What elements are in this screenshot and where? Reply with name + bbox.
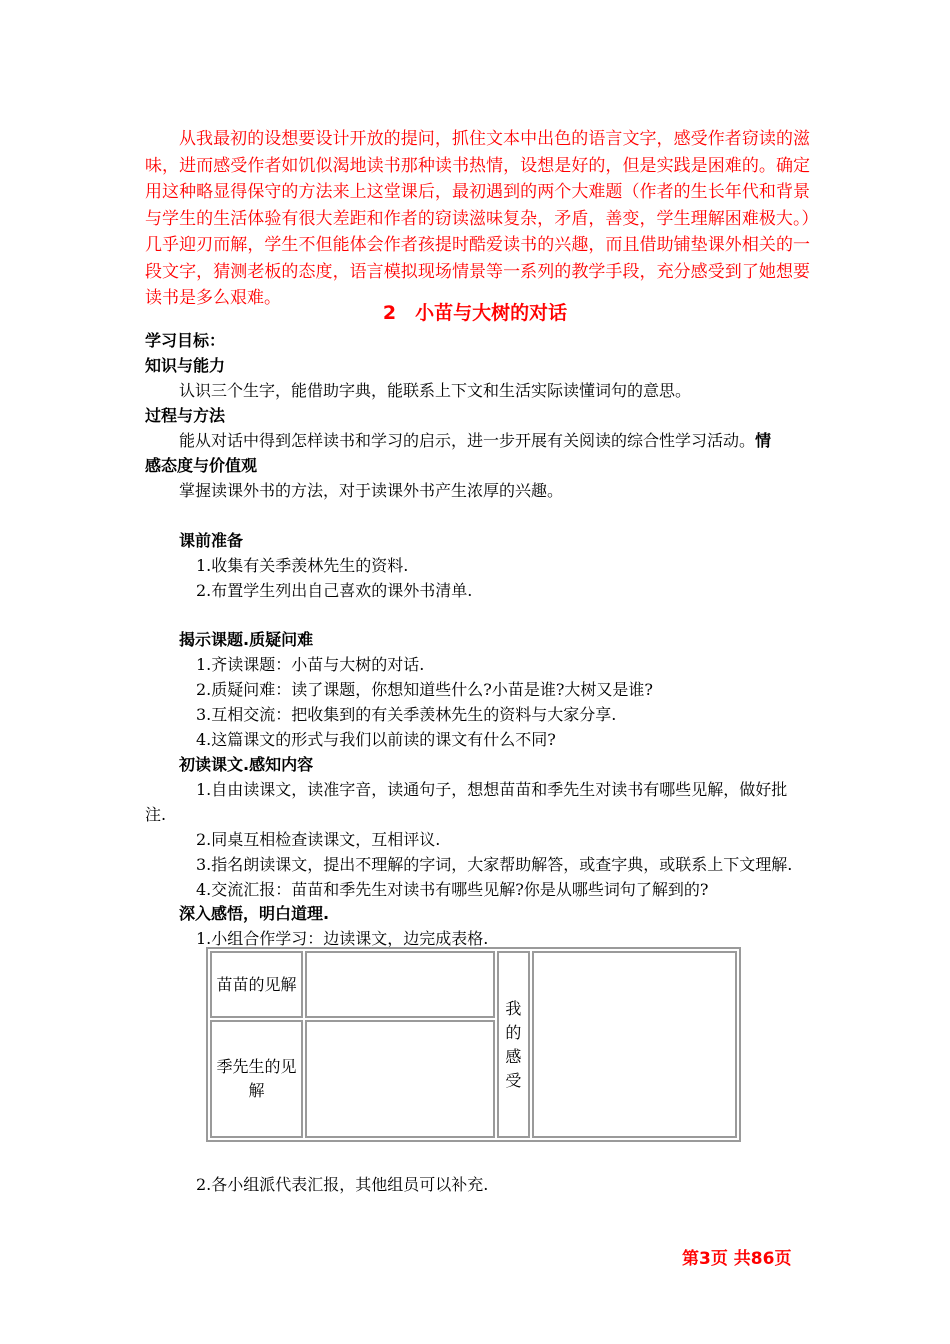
reveal-item-2: 2.质疑问难：读了课题，你想知道些什么?小苗是谁?大树又是谁? [196, 680, 654, 699]
firstread-item-3: 3.指名朗读课文，提出不理解的字词，大家帮助解答，或查字典，或联系上下文理解. [196, 855, 793, 874]
page-middle: 页 共 [710, 1249, 751, 1269]
knowledge-text: 认识三个生字，能借助字典，能联系上下文和生活实际读懂词句的意思。 [179, 381, 692, 400]
feel-char: 我 [505, 998, 522, 1018]
reveal-item-4: 4.这篇课文的形式与我们以前读的课文有什么不同? [196, 730, 556, 749]
opinion-table [206, 947, 741, 1142]
ji-label: 季先生的见 [216, 1057, 297, 1077]
attitude-label-start: 情 [755, 431, 772, 450]
miaomiao-cell: 苗苗的见解 [210, 951, 303, 1018]
attitude-label: 感态度与价值观 [145, 456, 258, 475]
total-pages: 86 [750, 1249, 775, 1269]
deep-item-1: 1.小组合作学习：边读课文，边完成表格. [196, 929, 489, 948]
reveal-item-3: 3.互相交流：把收集到的有关季羡林先生的资料与大家分享. [196, 705, 617, 724]
firstread-item-1-cont: 注. [145, 805, 167, 824]
table-row [210, 951, 737, 1018]
process-label: 过程与方法 [145, 406, 226, 425]
ji-answer-cell[interactable] [305, 1020, 495, 1138]
goals-label: 学习目标： [145, 331, 226, 350]
page-suffix: 页 [774, 1249, 792, 1269]
firstread-heading: 初读课文.感知内容 [179, 755, 314, 774]
process-line [179, 428, 771, 451]
feel-char: 感 [505, 1046, 522, 1066]
feel-char: 的 [505, 1022, 522, 1042]
process-text: 能从对话中得到怎样读书和学习的启示，进一步开展有关阅读的综合性学习活动。 [179, 431, 756, 450]
feel-char: 受 [505, 1070, 522, 1090]
ji-label-cont: 解 [248, 1081, 265, 1101]
attitude-text: 掌握读课外书的方法，对于读课外书产生浓厚的兴趣。 [179, 481, 564, 500]
deep-item-2: 2.各小组派代表汇报，其他组员可以补充. [196, 1175, 489, 1194]
knowledge-label: 知识与能力 [145, 356, 226, 375]
feel-answer-cell[interactable] [532, 951, 737, 1138]
reveal-heading: 揭示课题.质疑问难 [179, 630, 314, 649]
lesson-title: 2 小苗与大树的对话 [382, 302, 568, 324]
prep-heading: 课前准备 [179, 531, 244, 550]
ji-cell [210, 1020, 303, 1138]
firstread-item-2: 2.同桌互相检查读课文，互相评议. [196, 830, 441, 849]
current-page: 3 [699, 1249, 711, 1269]
miaomiao-answer-cell[interactable] [305, 951, 495, 1018]
page-number [682, 1244, 791, 1269]
feel-label-cell [497, 951, 529, 1138]
reveal-item-1: 1.齐读课题：小苗与大树的对话. [196, 655, 425, 674]
deep-heading: 深入感悟，明白道理. [179, 904, 330, 923]
reflection-paragraph: 从我最初的设想要设计开放的提问，抓住文本中出色的语言文字，感受作者窃读的滋味，进而感受作者如饥似渴地读书那种读书热情，设想是好的，但是实践是困难的。确定用这种略显得保守的方法来上这堂课后，最初遇到的两个大难题（作者的生长年代和背景与学生的生活体验有很大差距和作者的窃读滋味复杂，矛盾，善变，学生理解困难极大。）几乎迎刃而解，学生不但能体会作者孩提时酷爱读书的兴趣，而且借助铺垫课外相关的一段文字，猜测老板的态度，语言模拟现场情景等一系列的教学手段，充分感受到了她想要读书是多么艰难。 [145, 129, 810, 308]
firstread-item-4: 4.交流汇报：苗苗和季先生对读书有哪些见解?你是从哪些词句了解到的? [196, 880, 709, 899]
page-prefix: 第 [682, 1249, 699, 1269]
firstread-item-1: 1.自由读课文，读准字音，读通句子，想想苗苗和季先生对读书有哪些见解，做好批 [196, 780, 788, 799]
prep-item-1: 1.收集有关季羡林先生的资料. [196, 556, 409, 575]
prep-item-2: 2.布置学生列出自己喜欢的课外书清单. [196, 581, 473, 600]
